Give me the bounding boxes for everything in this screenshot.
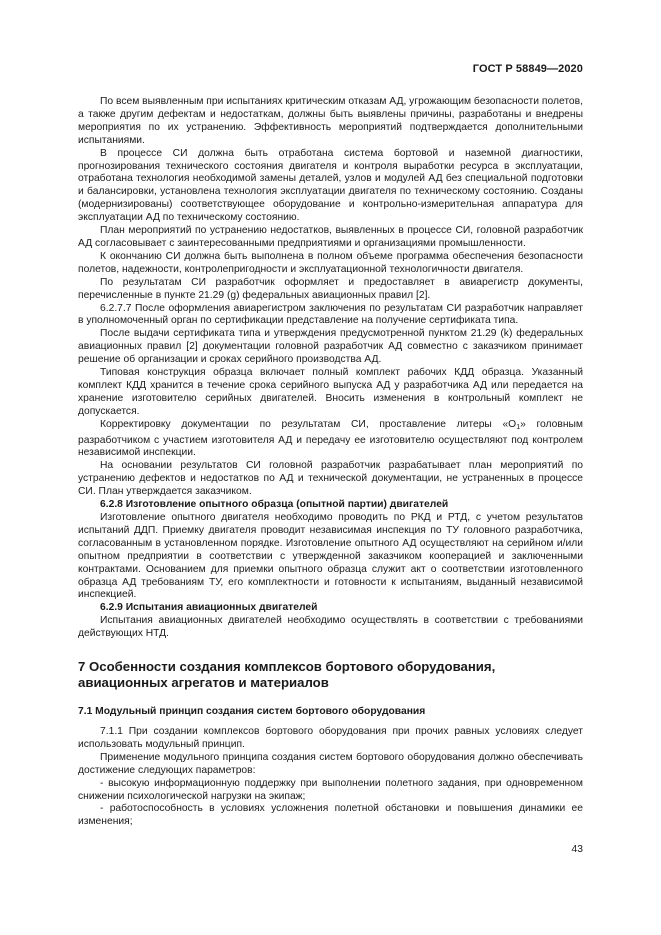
paragraph-7-1-1: 7.1.1 При создании комплексов бортового оборудования при прочих равных условиях следует использовать модульный принцип. bbox=[78, 725, 583, 750]
paragraph: Изготовление опытного двигателя необходимо проводить по РКД и РТД, с учетом результатов испытаний ДДП. Приемку двигателя проводит независимая инспекция по ТУ головного разработчика, согласованным в установленном порядке. Изготовление опытного АД осуществляют на серийном и/или опытном предприятии в соответствии с утвержденной заказчиком кооперацией и заключенными контрактами. Основанием для приемки опытного образца служит акт о соответствии изготовленного образца АД требованиям ТУ, его комплектности и готовности к испытаниям, выданный независимой инспекцией. bbox=[78, 512, 583, 601]
paragraph: Применение модульного принципа создания систем бортового оборудования должно обеспечивать достижение следующих параметров: bbox=[78, 751, 583, 776]
document-body bbox=[78, 96, 583, 829]
paragraph: После выдачи сертификата типа и утверждения предусмотренной пунктом 21.29 (k) федеральных авиационных правил [2] документации головной разработчик АД совместно с заказчиком принимает решение об организации и сроках серийного производства АД. bbox=[78, 328, 583, 366]
page-number: 43 bbox=[571, 844, 583, 855]
paragraph: К окончанию СИ должна быть выполнена в полном объеме программа обеспечения безопасности полетов, надежности, контролепригодности и эксплуатационной технологичности двигателя. bbox=[78, 250, 583, 275]
document-code: ГОСТ Р 58849—2020 bbox=[472, 63, 583, 75]
paragraph: На основании результатов СИ головной разработчик разрабатывает план мероприятий по устранению дефектов и недостатков по АД и технической документации, не устраненных в процессе СИ. План утверждается заказчиком. bbox=[78, 460, 583, 498]
paragraph: Испытания авиационных двигателей необходимо осуществлять в соответствии с требованиями действующих НТД. bbox=[78, 615, 583, 640]
paragraph: План мероприятий по устранению недостатков, выявленных в процессе СИ, головной разработчик АД согласовывает с заинтересованными предприятиями и организациями промышленности. bbox=[78, 225, 583, 249]
paragraph: Типовая конструкция образца включает полный комплект рабочих КДД образца. Указанный комплект КДД хранится в течение срока серийного выпуска АД у разработчика АД или передается на хранение изготовителю серийных двигателей. Вносить изменения в контрольный комплект не допускается. bbox=[78, 367, 583, 417]
paragraph-part: » головным разработчиком с участием изготовителя АД и передачу ее изготовителю осуществляют под контролем независимой инспекции. bbox=[78, 418, 583, 459]
subscript: 1 bbox=[516, 423, 521, 431]
paragraph-with-subscript bbox=[78, 419, 583, 461]
section-heading-7-1: 7.1 Модульный принцип создания систем бортового оборудования bbox=[78, 706, 426, 718]
list-item: - работоспособность в условиях усложнения полетной обстановки и повышения динамики ее изменения; bbox=[78, 803, 583, 828]
section-heading-7: 7 Особенности создания комплексов бортового оборудования, авиационных агрегатов и материалов bbox=[78, 659, 496, 691]
paragraph: В процессе СИ должна быть отработана система бортовой и наземной диагностики, прогнозирования технического состояния двигателя и контроля выработки ресурса в эксплуатации, отработана технология необходимой замены деталей, узлов и модулей АД без специальной подготовки и балансировки, установлена технология эксплуатации двигателя по техническому состоянию. Созданы (модернизированы) соответствующее оборудование и контрольно-измерительная аппаратура для эксплуатации АД по техническому состоянию. bbox=[78, 147, 583, 224]
list-item: - высокую информационную поддержку при выполнении полетного задания, при одновременном снижении психологической нагрузки на экипаж; bbox=[78, 777, 583, 802]
paragraph: По результатам СИ разработчик оформляет и предоставляет в авиарегистр документы, перечисленные в пункте 21.29 (g) федеральных авиационных правил [2]. bbox=[78, 276, 583, 301]
paragraph: По всем выявленным при испытаниях критическим отказам АД, угрожающим безопасности полетов, а также другим дефектам и недостаткам, должны быть выявлены причины, разработаны и внедрены мероприятия по их устранению. Эффективность мероприятий подтверждается дополнительными испытаниями. bbox=[78, 96, 583, 146]
paragraph-6-2-7-7: 6.2.7.7 После оформления авиарегистром заключения по результатам СИ разработчик направляет в уполномоченный орган по сертификации представление на получение сертификата типа. bbox=[78, 302, 583, 327]
paragraph-part: Корректировку документации по результатам СИ, проставление литеры «О bbox=[100, 418, 517, 430]
subsection-heading-6-2-8: 6.2.8 Изготовление опытного образца (опытной партии) двигателей bbox=[100, 499, 449, 511]
subsection-heading-6-2-9: 6.2.9 Испытания авиационных двигателей bbox=[100, 602, 318, 614]
